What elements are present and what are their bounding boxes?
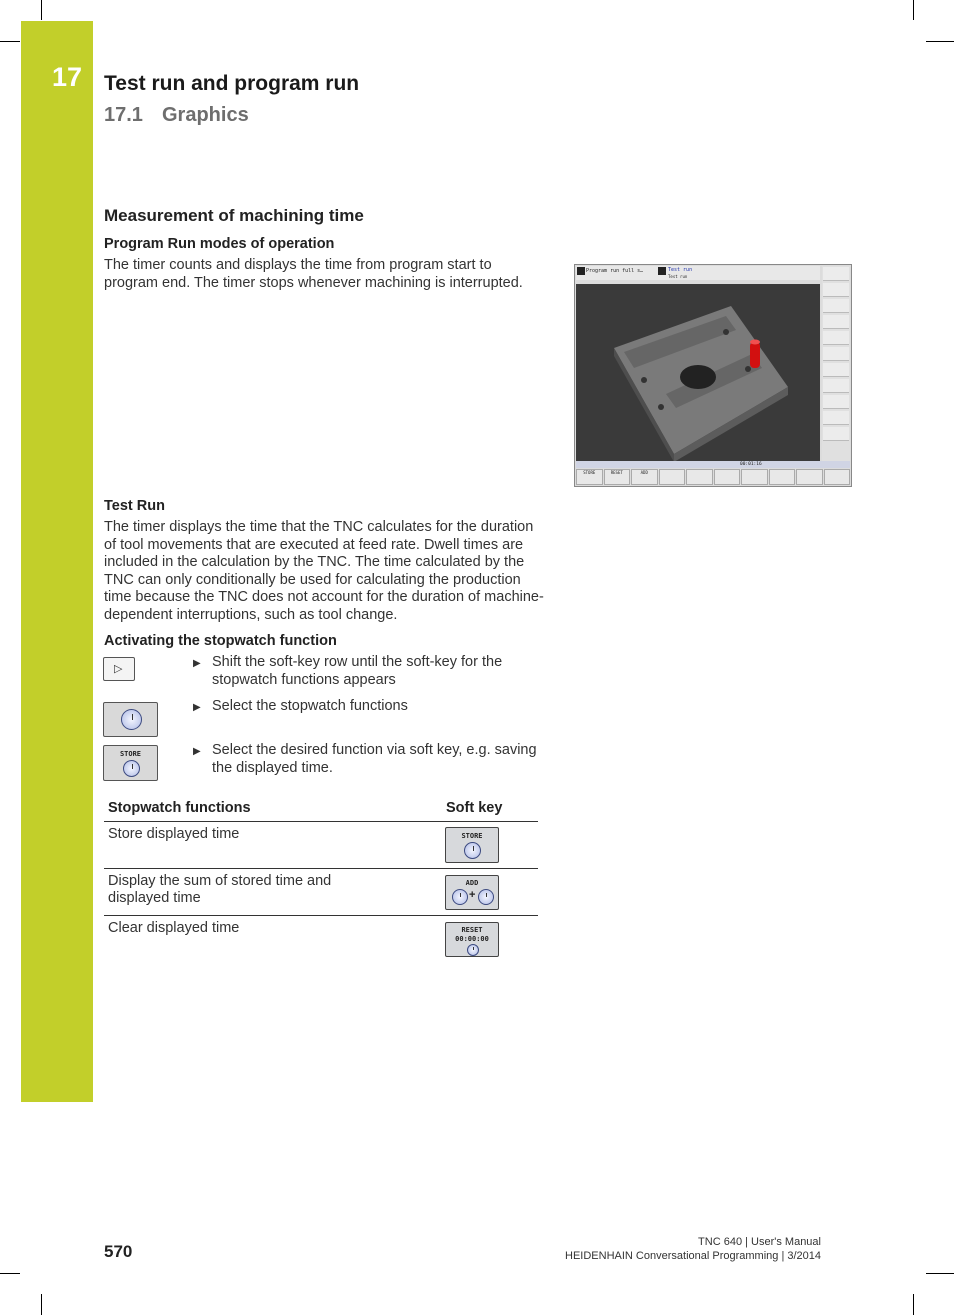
crop-mark <box>41 1294 42 1315</box>
program-run-text: The timer counts and displays the time from program start to program end. The timer stops whenever machining is interrupted. <box>104 257 523 291</box>
page-number: 570 <box>104 1242 133 1261</box>
section-title <box>104 104 249 127</box>
next-softkey-row-key[interactable] <box>103 657 135 681</box>
footer-manual: TNC 640 | User's Manual <box>698 1236 821 1248</box>
stopwatch-softkey[interactable] <box>103 702 158 737</box>
screen-softkey <box>741 469 768 485</box>
softkey-label: ADD <box>465 879 479 887</box>
test-run-subheading: Test Run <box>104 498 165 514</box>
crop-mark <box>913 1294 914 1315</box>
footer-product: HEIDENHAIN Conversational Programming | 3/2014 <box>565 1250 821 1262</box>
screen-softkey <box>714 469 741 485</box>
chapter-color-bar <box>21 21 93 1102</box>
crop-mark <box>0 1273 20 1274</box>
status-time: 00:01:16 <box>740 462 762 467</box>
table-divider <box>104 821 538 822</box>
table-header-functions: Stopwatch functions <box>108 800 251 816</box>
page-heading: Measurement of machining time <box>104 206 364 225</box>
store-softkey-label: STORE <box>119 750 142 758</box>
clock-icon <box>123 760 140 777</box>
screen-title-bar <box>576 266 820 280</box>
screen-softkey: STORE <box>576 469 603 485</box>
triangle-right-icon: ▷ <box>114 663 123 675</box>
step-1-text: Shift the soft-key row until the soft-key for the stopwatch functions appears <box>212 654 503 688</box>
screen-side-softkeys <box>822 266 850 461</box>
clock-icon <box>464 842 481 859</box>
section-name: Graphics <box>162 104 249 126</box>
screen-softkey <box>659 469 686 485</box>
clock-icon <box>467 944 479 956</box>
step-3-text: Select the desired function via soft key, e.g. saving the displayed time. <box>212 742 537 776</box>
activating-subheading: Activating the stopwatch function <box>104 633 337 649</box>
screen-mode-sub: Test run <box>668 274 688 279</box>
chapter-number: 17 <box>52 62 83 92</box>
screen-softkey <box>769 469 796 485</box>
clock-icon <box>452 889 468 905</box>
table-divider <box>104 915 538 916</box>
bullet-arrow-icon: ▶ <box>193 702 201 713</box>
screen-mode-right: Test run <box>668 267 693 273</box>
softkey-label: STORE <box>461 832 483 840</box>
clock-icon <box>121 709 142 730</box>
tnc-screen-image <box>574 264 852 487</box>
screen-mode-left: Program run full s… <box>586 268 644 274</box>
screen-softkey: ADD <box>631 469 658 485</box>
crop-mark <box>0 41 20 42</box>
screen-softkey <box>824 469 851 485</box>
test-run-text: The timer displays the time that the TNC calculates for the duration of tool movements that are executed at feed rate. Dwell times are included in the calculation by the TNC. The time calculated by the TNC can only conditionally be used for calculating the production time because the TNC does not account for the duration of machine-dependent interruptions, such as tool change. <box>104 519 544 623</box>
screen-status-bar <box>576 461 850 468</box>
step-2-text: Select the stopwatch functions <box>212 698 408 714</box>
softkey-time: 00:00:00 <box>455 935 489 943</box>
table-row-function: Store displayed time <box>108 826 240 842</box>
crop-mark <box>41 0 42 20</box>
crop-mark <box>926 41 954 42</box>
bullet-arrow-icon: ▶ <box>193 746 201 757</box>
screen-softkey <box>686 469 713 485</box>
store-softkey[interactable] <box>103 745 158 781</box>
plus-icon: + <box>469 889 476 901</box>
store-softkey[interactable] <box>445 827 499 863</box>
crop-mark <box>926 1273 954 1274</box>
table-row-function: Clear displayed time <box>108 920 240 936</box>
section-number: 17.1 <box>104 104 143 126</box>
screen-softkey <box>796 469 823 485</box>
screen-softkey-row <box>576 469 850 485</box>
graphics-view <box>576 284 820 461</box>
softkey-label: RESET <box>461 926 483 934</box>
table-row-function: Display the sum of stored time and displayed time <box>108 873 332 906</box>
table-header-softkey: Soft key <box>446 800 503 816</box>
program-run-subheading: Program Run modes of operation <box>104 236 335 252</box>
chapter-title: Test run and program run <box>104 72 360 95</box>
bullet-arrow-icon: ▶ <box>193 658 201 669</box>
reset-softkey[interactable] <box>445 922 499 957</box>
workpiece-simulation <box>576 284 820 461</box>
crop-mark <box>913 0 914 20</box>
clock-icon <box>478 889 494 905</box>
screen-softkey: RESET <box>604 469 631 485</box>
table-divider <box>104 868 538 869</box>
add-softkey[interactable] <box>445 875 499 910</box>
